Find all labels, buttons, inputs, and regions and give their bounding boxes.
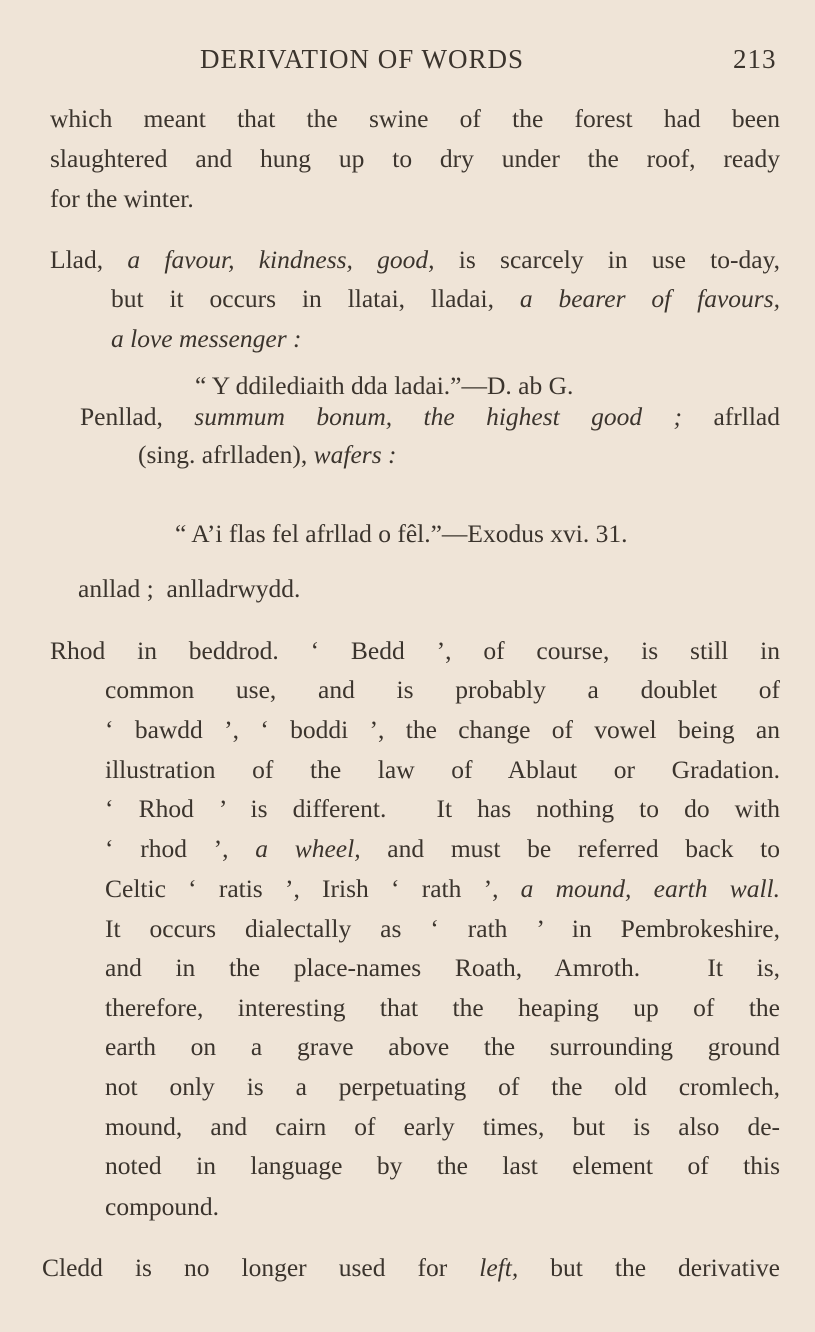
italic-text: a favour, kindness, good, (127, 245, 435, 274)
text-line (105, 675, 780, 705)
text-segment: common use, and is probably a doublet of (105, 675, 780, 704)
text-segment: is scarcely in use to-day, (434, 245, 780, 274)
text-segment: “ A’i flas fel afrllad o fêl.”—Exodus xvi. 31. (175, 519, 628, 548)
text-line (50, 245, 780, 275)
italic-text: a mound, earth wall. (520, 874, 781, 903)
text-segment: for the winter. (50, 184, 194, 213)
running-header-title: DERIVATION OF WORDS (200, 44, 525, 74)
text-segment: mound, and cairn of early times, but is also de- (105, 1112, 780, 1141)
text-line (175, 519, 628, 549)
text-segment: “ Y ddilediaith dda ladai.”—D. ab G. (195, 371, 574, 400)
text-line (105, 1112, 780, 1142)
text-line (105, 953, 780, 983)
text-segment: ‘ Rhod ’ is different. It has nothing to do with (105, 794, 780, 823)
italic-text: left, (479, 1253, 519, 1282)
text-line (50, 636, 780, 666)
text-line (50, 104, 780, 134)
text-segment: earth on a grave above the surrounding ground (105, 1032, 780, 1061)
text-line (105, 755, 780, 785)
text-segment: but it occurs in llatai, lladai, (111, 284, 520, 313)
text-segment: but the derivative (518, 1253, 780, 1282)
italic-text: a love messenger : (111, 324, 302, 353)
text-line (105, 1192, 219, 1222)
text-line (78, 574, 300, 604)
text-segment: slaughtered and hung up to dry under the roof, ready (50, 144, 780, 173)
text-line (50, 144, 780, 174)
text-line (105, 1032, 780, 1062)
text-line (105, 794, 780, 824)
text-line (105, 874, 780, 904)
text-line (50, 184, 194, 214)
text-line (105, 1151, 780, 1181)
italic-text: wafers : (313, 440, 397, 469)
text-line (105, 715, 780, 745)
text-line (111, 324, 301, 354)
text-line (111, 284, 780, 314)
text-line (105, 914, 780, 944)
text-segment: Rhod in beddrod. ‘ Bedd ’, of course, is still in (50, 636, 780, 665)
text-segment: Cledd is no longer used for (42, 1253, 480, 1282)
text-segment: (sing. afrlladen), (138, 440, 314, 469)
text-segment: ‘ bawdd ’, ‘ boddi ’, the change of vowel being an (105, 715, 780, 744)
text-line (42, 1253, 780, 1283)
text-segment: Celtic ‘ ratis ’, Irish ‘ rath ’, (105, 874, 521, 903)
text-line (105, 834, 780, 864)
italic-text: a bearer of favours, (519, 284, 781, 313)
text-segment: It occurs dialectally as ‘ rath ’ in Pembrokeshire, (105, 914, 780, 943)
italic-text: a wheel, (255, 834, 361, 863)
italic-text: summum bonum, the highest good ; (194, 402, 683, 431)
text-segment: and must be referred back to (360, 834, 780, 863)
text-line (80, 402, 780, 432)
text-segment: compound. (105, 1192, 220, 1221)
text-segment: therefore, interesting that the heaping up of the (105, 993, 780, 1022)
text-segment: Penllad, (80, 402, 195, 431)
text-segment: afrllad (682, 402, 780, 431)
text-segment: ‘ rhod ’, (105, 834, 256, 863)
text-line (138, 440, 396, 470)
text-segment: Llad, (50, 245, 128, 274)
text-line (105, 993, 780, 1023)
text-segment: anllad ; anlladrwydd. (78, 574, 301, 603)
text-segment: which meant that the swine of the forest had been (50, 104, 780, 133)
page-number: 213 (733, 44, 777, 74)
text-segment: not only is a perpetuating of the old cromlech, (105, 1072, 780, 1101)
text-line (195, 371, 573, 401)
text-segment: illustration of the law of Ablaut or Gradation. (105, 755, 780, 784)
text-line (105, 1072, 780, 1102)
text-segment: and in the place-names Roath, Amroth. It is, (105, 953, 780, 982)
text-segment: noted in language by the last element of this (105, 1151, 780, 1180)
